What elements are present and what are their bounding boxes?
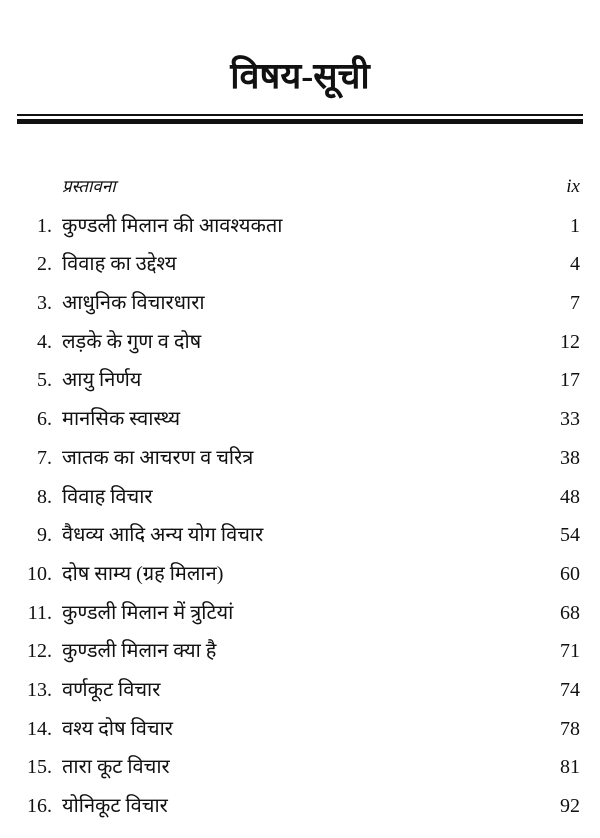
toc-entry-number: 9. xyxy=(37,524,52,547)
toc-entry-page: 38 xyxy=(560,446,580,469)
toc-entry-page: 12 xyxy=(560,330,580,353)
toc-entry-number: 12. xyxy=(27,640,52,663)
toc-entry-label: तारा कूट विचार xyxy=(62,756,170,779)
toc-entry-number: 3. xyxy=(37,292,52,315)
toc-entry-label: जातक का आचरण व चरित्र xyxy=(62,446,254,469)
toc-entry xyxy=(0,748,600,787)
toc-entry-page: 54 xyxy=(560,524,580,547)
toc-entry-page: ix xyxy=(566,176,580,197)
toc-entry xyxy=(0,671,600,710)
toc-entry xyxy=(0,323,600,362)
toc-entry-page: 33 xyxy=(560,408,580,431)
toc-entry-page: 81 xyxy=(560,756,580,779)
toc-entry-label: प्रस्तावना xyxy=(62,177,116,196)
toc-entry-number: 11. xyxy=(27,601,52,624)
toc-entry xyxy=(0,478,600,517)
toc-entry-label: कुण्डली मिलान क्या है xyxy=(62,640,217,663)
toc-entry-number: 16. xyxy=(27,795,52,817)
toc-entry-number: 10. xyxy=(27,562,52,585)
toc-entry-page: 17 xyxy=(560,369,580,392)
toc-entry-number: 2. xyxy=(37,253,52,276)
toc-entry-label: वैधव्य आदि अन्य योग विचार xyxy=(62,524,264,547)
toc-entry-page: 1 xyxy=(570,214,580,237)
toc-entry-page: 92 xyxy=(560,795,580,817)
toc-entry xyxy=(0,439,600,478)
toc-entry-number: 6. xyxy=(37,408,52,431)
toc-entry-page: 78 xyxy=(560,717,580,740)
toc-entry-intro xyxy=(0,168,600,207)
toc-entry-label: वर्णकूट विचार xyxy=(62,678,161,701)
toc-entry xyxy=(0,632,600,671)
toc-entry-label: लड़के के गुण व दोष xyxy=(62,330,202,353)
toc-entry xyxy=(0,400,600,439)
toc-entry xyxy=(0,516,600,555)
toc-entry xyxy=(0,245,600,284)
toc-entry xyxy=(0,787,600,826)
toc-entry-label: योनिकूट विचार xyxy=(62,795,168,817)
toc-entry-number: 7. xyxy=(37,446,52,469)
toc-entry xyxy=(0,207,600,246)
toc-entry-number: 14. xyxy=(27,717,52,740)
toc-entry xyxy=(0,555,600,594)
title-rule-thick xyxy=(17,119,583,124)
title-rule-thin xyxy=(17,114,583,116)
table-of-contents xyxy=(0,168,600,826)
toc-entry-page: 74 xyxy=(560,678,580,701)
toc-entry-label: विवाह का उद्देश्य xyxy=(62,253,177,276)
toc-entry-page: 71 xyxy=(560,640,580,663)
toc-entry-number: 4. xyxy=(37,330,52,353)
toc-entry-label: कुण्डली मिलान की आवश्यकता xyxy=(62,214,283,237)
toc-entry-page: 48 xyxy=(560,485,580,508)
toc-entry-page: 68 xyxy=(560,601,580,624)
toc-entry xyxy=(0,710,600,749)
toc-entry xyxy=(0,594,600,633)
toc-entry-number: 1. xyxy=(37,214,52,237)
toc-entry-label: दोष साम्य (ग्रह मिलान) xyxy=(62,562,224,585)
toc-entry xyxy=(0,361,600,400)
toc-entry-number: 15. xyxy=(27,756,52,779)
toc-entry-page: 7 xyxy=(570,292,580,315)
toc-entry-number: 8. xyxy=(37,485,52,508)
toc-entry xyxy=(0,284,600,323)
toc-entry-number: 5. xyxy=(37,369,52,392)
toc-entry-label: विवाह विचार xyxy=(62,485,153,508)
toc-entry-label: आयु निर्णय xyxy=(62,369,142,392)
toc-entry-page: 4 xyxy=(570,253,580,276)
page-title: विषय-सूची xyxy=(230,56,370,96)
toc-entry-label: वश्य दोष विचार xyxy=(62,717,173,740)
toc-entry-label: मानसिक स्वास्थ्य xyxy=(62,408,181,431)
toc-entry-label: कुण्डली मिलान में त्रुटियां xyxy=(62,601,234,624)
toc-entry-number: 13. xyxy=(27,678,52,701)
toc-entry-page: 60 xyxy=(560,562,580,585)
toc-entry-label: आधुनिक विचारधारा xyxy=(62,292,205,315)
